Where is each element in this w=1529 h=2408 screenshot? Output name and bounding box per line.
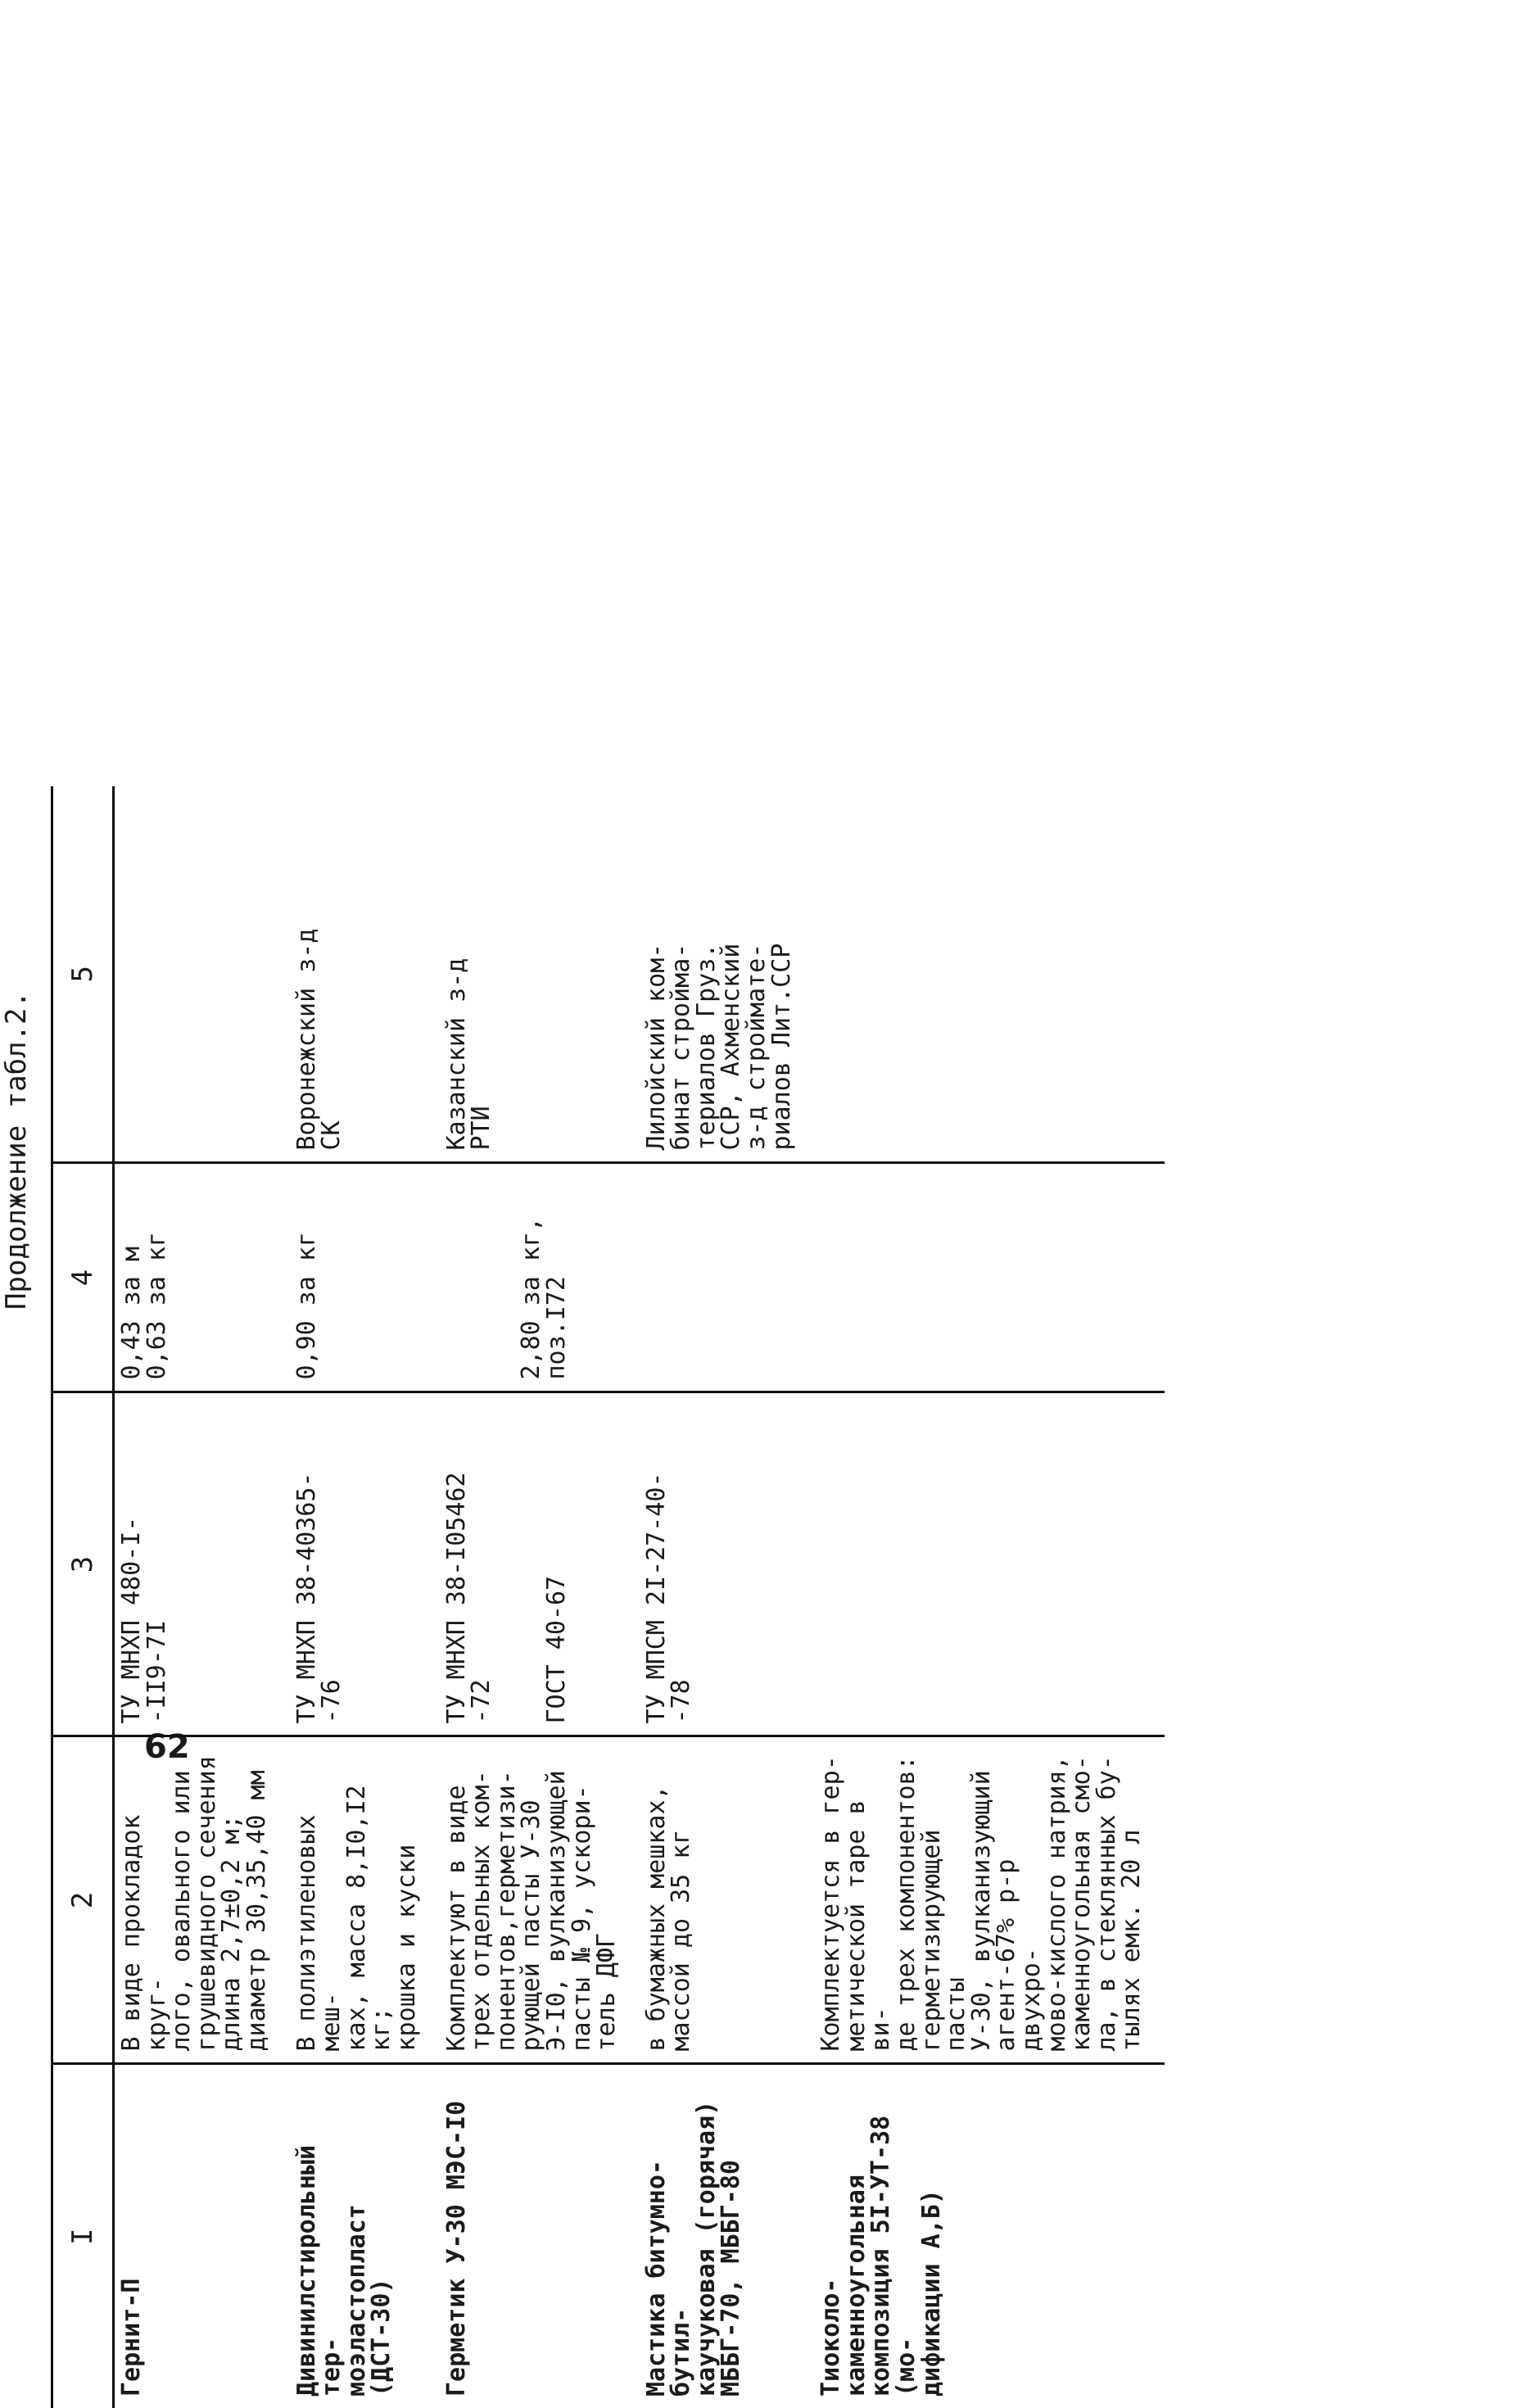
price: 2,80 за кг, поз.I72 [440,1163,640,1392]
standard-ref: ТУ МНХП 38-40365- -76 [290,1392,440,1736]
price: 0,90 за кг [290,1163,440,1392]
material-name: Дивинилстирольный тер- моэластопласт (ДСТ-30) [292,2144,396,2397]
standard-ref [814,1392,1165,1736]
page-number: 62 [144,1728,190,1766]
material-name: Гернит-П [117,2278,146,2397]
manufacturer [114,786,290,1163]
packaging-description: Комплектуется в гер- метической таре в ви- де трех компонентов: герметизирующей пасты У-30, вулканизующий агент-67% р-р двухро- мово-кислого натрия, каменноугольная смо- ла, в стеклянных бу- тылях емк. 20 л [814,1736,1165,2064]
material-name: Тиоколо-каменноугольная композиция 5I-УТ-38 (мо- дификации А,Б) [817,2115,946,2397]
col-header-1: I [52,2064,114,2408]
packaging-description: Комплектуют в виде трех отдельных ком- понентов,герметизи- рующей пасты У-30 Э-I0, вулканизующей пасты № 9, ускори- тель ДФГ [440,1736,640,2064]
manufacturer [814,786,1165,1163]
table-row [114,786,290,2408]
table-row [640,786,815,2408]
manufacturer: Воронежский з-д СК [290,786,440,1163]
price [640,1163,815,1392]
standard-ref: ТУ МПСМ 2I-27-40- -78 [640,1392,815,1736]
table-caption: Продолжение табл.2. [0,991,33,1310]
manufacturer: Казанский з-д РТИ [440,786,640,1163]
packaging-description: В виде прокладок круг- лого, овального или грушевидного сечения длина 2,7±0,2 м; диаметр 30,35,40 мм [114,1736,290,2064]
price: 0,43 за м 0,63 за кг [114,1163,290,1392]
col-header-4: 4 [52,1163,114,1392]
col-header-2: 2 [52,1736,114,2064]
rotated-table-frame [0,786,1147,2408]
packaging-description: в бумажных мешках, массой до 35 кг [640,1736,815,2064]
packaging-description: В полиэтиленовых меш- ках, масса 8,I0,I2 кг; крошка и куски [290,1736,440,2064]
col-header-5: 5 [52,786,114,1163]
col-header-3: 3 [52,1392,114,1736]
material-name: Герметик У-30 МЭС-I0 [441,2100,471,2397]
table-row [290,786,440,2408]
standard-ref: ТУ МНХП 480-I- -II9-7I [114,1392,290,1736]
manufacturer: Лилойский ком- бинат строймa- териалов Груз. ССР, Ахменский з-д строймате- риалов Лит.ССР [640,786,815,1163]
header-row [52,786,114,2408]
materials-table [51,786,1165,2408]
table-row [440,786,640,2408]
material-name: Мастика битумно-бутил- каучуковая (горячая) МББГ-70, МББГ-80 [641,2100,746,2397]
standard-ref: ТУ МНХП 38-I05462 -72 ГОСТ 40-67 [440,1392,640,1736]
price [814,1163,1165,1392]
table-row [814,786,1165,2408]
